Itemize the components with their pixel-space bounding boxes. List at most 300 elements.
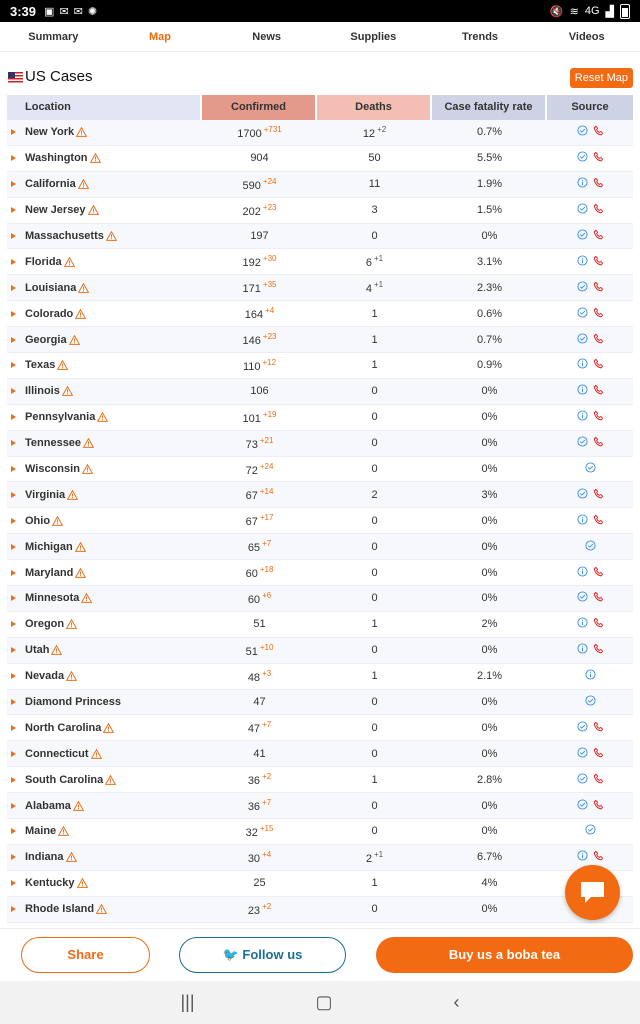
verified-source-icon[interactable] bbox=[585, 462, 596, 476]
warning-icon bbox=[66, 852, 77, 862]
phone-source-icon[interactable] bbox=[593, 617, 604, 631]
location-name: Michigan bbox=[25, 540, 73, 553]
phone-source-icon[interactable] bbox=[593, 643, 604, 657]
tab-bar bbox=[0, 22, 640, 52]
confirmed-value: 30 bbox=[247, 852, 261, 865]
table-row[interactable] bbox=[7, 586, 633, 612]
phone-source-icon[interactable] bbox=[593, 281, 604, 295]
cfr-value: 0% bbox=[481, 903, 498, 916]
confirmed-value: 32 bbox=[245, 826, 258, 839]
confirmed-delta: +35 bbox=[262, 280, 277, 290]
expand-arrow-icon[interactable] bbox=[11, 492, 16, 498]
expand-arrow-icon[interactable] bbox=[11, 906, 16, 912]
info-source-icon[interactable] bbox=[577, 255, 588, 269]
verified-source-icon[interactable] bbox=[577, 307, 588, 321]
location-name: Pennsylvania bbox=[25, 411, 96, 424]
warning-icon bbox=[91, 749, 102, 759]
expand-arrow-icon[interactable] bbox=[11, 828, 16, 834]
confirmed-value: 73 bbox=[245, 438, 258, 451]
deaths-cell bbox=[317, 541, 432, 553]
deaths-cell bbox=[317, 437, 432, 449]
tab-supplies[interactable]: Supplies bbox=[350, 31, 397, 43]
table-body bbox=[7, 120, 633, 923]
info-source-icon[interactable] bbox=[577, 384, 588, 398]
table-row[interactable] bbox=[7, 560, 633, 586]
phone-source-icon[interactable] bbox=[593, 721, 604, 735]
cfr-value: 6.7% bbox=[476, 851, 503, 864]
confirmed-value: 47 bbox=[253, 696, 266, 709]
table-row[interactable] bbox=[7, 793, 633, 819]
expand-arrow-icon[interactable] bbox=[11, 155, 16, 161]
expand-arrow-icon[interactable] bbox=[11, 207, 16, 213]
cfr-value: 0% bbox=[481, 411, 498, 424]
deaths-value: 12 bbox=[362, 127, 376, 140]
expand-arrow-icon[interactable] bbox=[11, 388, 16, 394]
expand-arrow-icon[interactable] bbox=[11, 751, 16, 757]
warning-icon bbox=[62, 386, 73, 396]
phone-source-icon[interactable] bbox=[593, 488, 604, 502]
confirmed-delta: +21 bbox=[259, 435, 274, 445]
expand-arrow-icon[interactable] bbox=[11, 181, 16, 187]
location-name: Georgia bbox=[25, 333, 67, 346]
warning-icon bbox=[64, 257, 75, 267]
source-cell bbox=[547, 695, 633, 709]
warning-icon bbox=[83, 438, 94, 448]
expand-arrow-icon[interactable] bbox=[11, 518, 16, 524]
expand-arrow-icon[interactable] bbox=[11, 595, 16, 601]
follow-us-label: Follow us bbox=[242, 947, 303, 962]
verified-source-icon[interactable] bbox=[577, 721, 588, 735]
verified-source-icon[interactable] bbox=[577, 229, 588, 243]
cfr-value: 1.9% bbox=[476, 178, 503, 191]
table-row[interactable] bbox=[7, 275, 633, 301]
deaths-cell bbox=[317, 385, 432, 397]
location-name: Maine bbox=[25, 825, 57, 838]
tab-summary[interactable]: Summary bbox=[28, 31, 79, 43]
source-cell bbox=[547, 358, 633, 372]
phone-source-icon[interactable] bbox=[593, 203, 604, 217]
cfr-value: 0% bbox=[481, 696, 498, 709]
table-row[interactable] bbox=[7, 690, 633, 716]
verified-source-icon[interactable] bbox=[577, 773, 588, 787]
warning-icon bbox=[77, 878, 88, 888]
location-cell bbox=[7, 385, 202, 397]
location-name: California bbox=[25, 178, 76, 191]
info-source-icon[interactable] bbox=[577, 358, 588, 372]
location-name: Minnesota bbox=[25, 592, 80, 605]
deaths-delta: +1 bbox=[374, 849, 384, 859]
confirmed-value: 60 bbox=[245, 568, 258, 581]
expand-arrow-icon[interactable] bbox=[11, 699, 16, 705]
deaths-cell bbox=[317, 463, 432, 475]
expand-arrow-icon[interactable] bbox=[11, 570, 16, 576]
confirmed-cell bbox=[202, 152, 317, 164]
confirmed-cell bbox=[202, 643, 317, 658]
deaths-cell bbox=[317, 515, 432, 527]
expand-arrow-icon[interactable] bbox=[11, 621, 16, 627]
warning-icon bbox=[66, 619, 77, 629]
warning-icon bbox=[82, 464, 93, 474]
tab-videos[interactable]: Videos bbox=[568, 31, 605, 43]
wifi-icon: ≋ bbox=[569, 5, 579, 18]
table-row[interactable] bbox=[7, 431, 633, 457]
confirmed-cell bbox=[202, 772, 317, 787]
location-name: Connecticut bbox=[25, 747, 89, 760]
confirmed-value: 197 bbox=[250, 230, 269, 242]
deaths-value: 0 bbox=[371, 903, 378, 916]
table-row[interactable] bbox=[7, 146, 633, 172]
table-row[interactable] bbox=[7, 249, 633, 275]
confirmed-delta: +19 bbox=[262, 409, 277, 419]
phone-source-icon[interactable] bbox=[593, 566, 604, 580]
location-cell bbox=[7, 282, 202, 294]
confirmed-value: 590 bbox=[242, 179, 261, 192]
info-source-icon[interactable] bbox=[585, 669, 596, 683]
expand-arrow-icon[interactable] bbox=[11, 880, 16, 886]
location-cell bbox=[7, 722, 202, 734]
warning-icon bbox=[66, 671, 77, 681]
location-name: Indiana bbox=[25, 851, 64, 864]
phone-source-icon[interactable] bbox=[593, 255, 604, 269]
deaths-value: 0 bbox=[371, 747, 378, 760]
table-row[interactable] bbox=[7, 845, 633, 871]
confirmed-cell bbox=[202, 877, 317, 889]
location-name: Rhode Island bbox=[25, 903, 95, 916]
source-cell bbox=[547, 617, 633, 631]
info-source-icon[interactable] bbox=[577, 617, 588, 631]
confirmed-delta: +3 bbox=[262, 668, 272, 678]
deaths-value: 3 bbox=[371, 204, 378, 217]
location-cell bbox=[7, 437, 202, 449]
confirmed-value: 36 bbox=[247, 775, 261, 788]
deaths-cell bbox=[317, 825, 432, 837]
table-header bbox=[7, 95, 633, 120]
info-source-icon[interactable] bbox=[577, 643, 588, 657]
phone-source-icon[interactable] bbox=[593, 125, 604, 139]
table-row[interactable] bbox=[7, 379, 633, 405]
cfr-value: 0.6% bbox=[476, 307, 503, 320]
verified-source-icon[interactable] bbox=[577, 203, 588, 217]
back-icon[interactable]: ‹ bbox=[453, 992, 460, 1012]
verified-source-icon[interactable] bbox=[577, 281, 588, 295]
deaths-value: 0 bbox=[371, 385, 378, 398]
follow-us-button[interactable] bbox=[179, 937, 346, 973]
source-cell bbox=[547, 333, 633, 347]
phone-source-icon[interactable] bbox=[593, 177, 604, 191]
expand-arrow-icon[interactable] bbox=[11, 414, 16, 420]
tab-trends[interactable]: Trends bbox=[461, 31, 499, 43]
location-cell bbox=[7, 903, 202, 915]
confirmed-delta: +4 bbox=[262, 849, 272, 859]
phone-source-icon[interactable] bbox=[593, 747, 604, 761]
source-cell bbox=[547, 591, 633, 605]
warning-icon bbox=[90, 153, 101, 163]
deaths-cell bbox=[317, 877, 432, 889]
location-name: Utah bbox=[25, 644, 50, 657]
phone-source-icon[interactable] bbox=[593, 229, 604, 243]
table-row[interactable] bbox=[7, 664, 633, 690]
confirmed-value: 192 bbox=[242, 257, 261, 270]
location-cell bbox=[7, 515, 202, 527]
info-source-icon[interactable] bbox=[577, 514, 588, 528]
phone-source-icon[interactable] bbox=[593, 333, 604, 347]
cfr-value: 0% bbox=[481, 514, 498, 527]
confirmed-cell bbox=[202, 385, 317, 397]
deaths-value: 0 bbox=[371, 592, 378, 605]
table-row[interactable] bbox=[7, 327, 633, 353]
confirmed-value: 1700 bbox=[237, 127, 262, 140]
confirmed-cell bbox=[202, 332, 317, 347]
deaths-cell bbox=[317, 748, 432, 760]
expand-arrow-icon[interactable] bbox=[11, 725, 16, 731]
location-name: Nevada bbox=[25, 670, 65, 683]
header-location[interactable]: Location bbox=[7, 95, 202, 120]
phone-source-icon[interactable] bbox=[593, 358, 604, 372]
table-row[interactable] bbox=[7, 741, 633, 767]
info-source-icon[interactable] bbox=[577, 566, 588, 580]
deaths-delta: +1 bbox=[374, 254, 384, 264]
location-cell bbox=[7, 800, 202, 812]
table-row[interactable] bbox=[7, 897, 633, 923]
warning-icon bbox=[75, 309, 86, 319]
deaths-value: 2 bbox=[365, 852, 372, 865]
cfr-value: 0.7% bbox=[476, 333, 503, 346]
signal-icon: ▟ bbox=[605, 5, 614, 18]
deaths-value: 0 bbox=[371, 799, 378, 812]
phone-source-icon[interactable] bbox=[593, 410, 604, 424]
header-confirmed[interactable]: Confirmed bbox=[202, 95, 317, 120]
table-row[interactable] bbox=[7, 172, 633, 198]
location-cell bbox=[7, 256, 202, 268]
cases-table bbox=[7, 95, 633, 923]
phone-source-icon[interactable] bbox=[593, 384, 604, 398]
table-row[interactable] bbox=[7, 871, 633, 897]
confirmed-delta: +18 bbox=[259, 565, 274, 575]
expand-arrow-icon[interactable] bbox=[11, 285, 16, 291]
confirmed-delta: +2 bbox=[262, 772, 272, 782]
confirmed-value: 47 bbox=[247, 723, 261, 736]
expand-arrow-icon[interactable] bbox=[11, 337, 16, 343]
confirmed-delta: +30 bbox=[262, 254, 277, 264]
confirmed-cell bbox=[202, 125, 317, 140]
verified-source-icon[interactable] bbox=[577, 799, 588, 813]
phone-source-icon[interactable] bbox=[593, 307, 604, 321]
warning-icon bbox=[88, 205, 99, 215]
deaths-cell bbox=[317, 178, 432, 190]
table-row[interactable] bbox=[7, 638, 633, 664]
location-cell bbox=[7, 851, 202, 863]
deaths-value: 1 bbox=[371, 670, 378, 683]
source-cell bbox=[547, 177, 633, 191]
confirmed-value: 51 bbox=[245, 645, 258, 658]
phone-source-icon[interactable] bbox=[593, 151, 604, 165]
table-row[interactable] bbox=[7, 120, 633, 146]
phone-source-icon[interactable] bbox=[593, 436, 604, 450]
header-cfr[interactable]: Case fatality rate bbox=[432, 95, 547, 120]
tab-news[interactable]: News bbox=[252, 31, 282, 43]
expand-arrow-icon[interactable] bbox=[11, 803, 16, 809]
phone-source-icon[interactable] bbox=[593, 850, 604, 864]
phone-source-icon[interactable] bbox=[593, 591, 604, 605]
recent-apps-icon[interactable]: ||| bbox=[180, 992, 195, 1012]
confirmed-cell bbox=[202, 203, 317, 218]
header-source: Source bbox=[547, 95, 633, 120]
deaths-cell bbox=[317, 618, 432, 630]
cfr-value: 0% bbox=[481, 644, 498, 657]
verified-source-icon[interactable] bbox=[585, 540, 596, 554]
location-name: Texas bbox=[25, 359, 56, 372]
table-row[interactable] bbox=[7, 301, 633, 327]
deaths-value: 6 bbox=[365, 257, 372, 270]
confirmed-cell bbox=[202, 565, 317, 580]
warning-icon bbox=[57, 360, 68, 370]
confirmed-delta: +6 bbox=[262, 590, 272, 600]
deaths-cell bbox=[317, 308, 432, 320]
deaths-cell bbox=[317, 334, 432, 346]
table-row[interactable] bbox=[7, 715, 633, 741]
confirmed-value: 51 bbox=[253, 618, 266, 631]
verified-source-icon[interactable] bbox=[585, 695, 596, 709]
table-row[interactable] bbox=[7, 534, 633, 560]
confirmed-cell bbox=[202, 306, 317, 321]
source-cell bbox=[547, 850, 633, 864]
confirmed-delta: +731 bbox=[263, 124, 282, 134]
confirmed-delta: +14 bbox=[259, 487, 274, 497]
info-source-icon[interactable] bbox=[577, 177, 588, 191]
verified-source-icon[interactable] bbox=[577, 333, 588, 347]
info-source-icon[interactable] bbox=[577, 850, 588, 864]
expand-arrow-icon[interactable] bbox=[11, 259, 16, 265]
location-name: Ohio bbox=[25, 514, 51, 527]
deaths-cell bbox=[317, 592, 432, 604]
expand-arrow-icon[interactable] bbox=[11, 233, 16, 239]
verified-source-icon[interactable] bbox=[577, 591, 588, 605]
reset-map-button[interactable]: Reset Map bbox=[570, 68, 633, 88]
confirmed-value: 904 bbox=[250, 152, 269, 165]
expand-arrow-icon[interactable] bbox=[11, 647, 16, 653]
warning-icon bbox=[67, 490, 78, 500]
share-button[interactable]: Share bbox=[21, 937, 150, 973]
expand-arrow-icon[interactable] bbox=[11, 311, 16, 317]
table-row[interactable] bbox=[7, 612, 633, 638]
deaths-cell bbox=[317, 280, 432, 295]
confirmed-cell bbox=[202, 591, 317, 606]
table-row[interactable] bbox=[7, 224, 633, 250]
phone-source-icon[interactable] bbox=[593, 773, 604, 787]
verified-source-icon[interactable] bbox=[577, 488, 588, 502]
location-cell bbox=[7, 463, 202, 475]
confirmed-cell bbox=[202, 850, 317, 865]
table-row[interactable] bbox=[7, 767, 633, 793]
cfr-value: 3% bbox=[481, 488, 498, 501]
verified-source-icon[interactable] bbox=[577, 436, 588, 450]
confirmed-cell bbox=[202, 487, 317, 502]
deaths-cell bbox=[317, 850, 432, 865]
table-row[interactable] bbox=[7, 482, 633, 508]
expand-arrow-icon[interactable] bbox=[11, 362, 16, 368]
table-row[interactable] bbox=[7, 353, 633, 379]
phone-source-icon[interactable] bbox=[593, 799, 604, 813]
confirmed-value: 67 bbox=[245, 490, 258, 503]
us-flag-icon bbox=[8, 72, 23, 83]
verified-source-icon[interactable] bbox=[577, 151, 588, 165]
source-cell bbox=[547, 566, 633, 580]
verified-source-icon[interactable] bbox=[585, 824, 596, 838]
source-cell bbox=[547, 307, 633, 321]
verified-source-icon[interactable] bbox=[577, 747, 588, 761]
deaths-value: 2 bbox=[371, 488, 378, 501]
source-cell bbox=[547, 721, 633, 735]
source-cell bbox=[547, 643, 633, 657]
buy-boba-tea-button[interactable]: Buy us a boba tea bbox=[376, 937, 633, 973]
table-row[interactable] bbox=[7, 198, 633, 224]
confirmed-delta: +10 bbox=[259, 642, 274, 652]
home-icon[interactable]: ▢ bbox=[315, 992, 333, 1012]
expand-arrow-icon[interactable] bbox=[11, 777, 16, 783]
verified-source-icon[interactable] bbox=[577, 125, 588, 139]
warning-icon bbox=[78, 179, 89, 189]
table-row[interactable] bbox=[7, 819, 633, 845]
table-row[interactable] bbox=[7, 508, 633, 534]
location-cell bbox=[7, 334, 202, 346]
deaths-cell bbox=[317, 125, 432, 140]
phone-source-icon[interactable] bbox=[593, 514, 604, 528]
header-deaths[interactable]: Deaths bbox=[317, 95, 432, 120]
chat-button[interactable] bbox=[565, 865, 620, 920]
tab-map[interactable]: Map bbox=[149, 31, 171, 43]
confirmed-value: 164 bbox=[244, 309, 264, 322]
location-name: New Jersey bbox=[25, 204, 86, 217]
confirmed-cell bbox=[202, 410, 317, 425]
location-name: Virginia bbox=[25, 488, 66, 501]
deaths-value: 0 bbox=[371, 463, 378, 476]
expand-arrow-icon[interactable] bbox=[11, 673, 16, 679]
source-cell bbox=[547, 799, 633, 813]
warning-icon bbox=[76, 127, 87, 137]
deaths-value: 0 bbox=[371, 411, 378, 424]
table-row[interactable] bbox=[7, 405, 633, 431]
deaths-value: 50 bbox=[368, 152, 381, 165]
expand-arrow-icon[interactable] bbox=[11, 129, 16, 135]
warning-icon bbox=[73, 801, 84, 811]
expand-arrow-icon[interactable] bbox=[11, 440, 16, 446]
deaths-value: 1 bbox=[371, 773, 378, 786]
expand-arrow-icon[interactable] bbox=[11, 466, 16, 472]
location-cell bbox=[7, 748, 202, 760]
info-source-icon[interactable] bbox=[577, 410, 588, 424]
deaths-cell bbox=[317, 644, 432, 656]
expand-arrow-icon[interactable] bbox=[11, 544, 16, 550]
source-cell bbox=[547, 125, 633, 139]
warning-icon bbox=[105, 775, 116, 785]
confirmed-delta: +23 bbox=[262, 332, 277, 342]
deaths-delta: +1 bbox=[374, 280, 384, 290]
deaths-value: 1 bbox=[371, 618, 378, 631]
cfr-value: 0% bbox=[481, 566, 498, 579]
warning-icon bbox=[58, 826, 69, 836]
location-name: New York bbox=[25, 126, 75, 139]
location-name: Colorado bbox=[25, 307, 74, 320]
confirmed-value: 67 bbox=[245, 516, 258, 529]
confirmed-delta: +23 bbox=[262, 202, 277, 212]
location-cell bbox=[7, 489, 202, 501]
warning-icon bbox=[103, 723, 114, 733]
table-row[interactable] bbox=[7, 457, 633, 483]
warning-icon bbox=[97, 412, 108, 422]
cfr-value: 0% bbox=[481, 721, 498, 734]
expand-arrow-icon[interactable] bbox=[11, 854, 16, 860]
deaths-cell bbox=[317, 411, 432, 423]
